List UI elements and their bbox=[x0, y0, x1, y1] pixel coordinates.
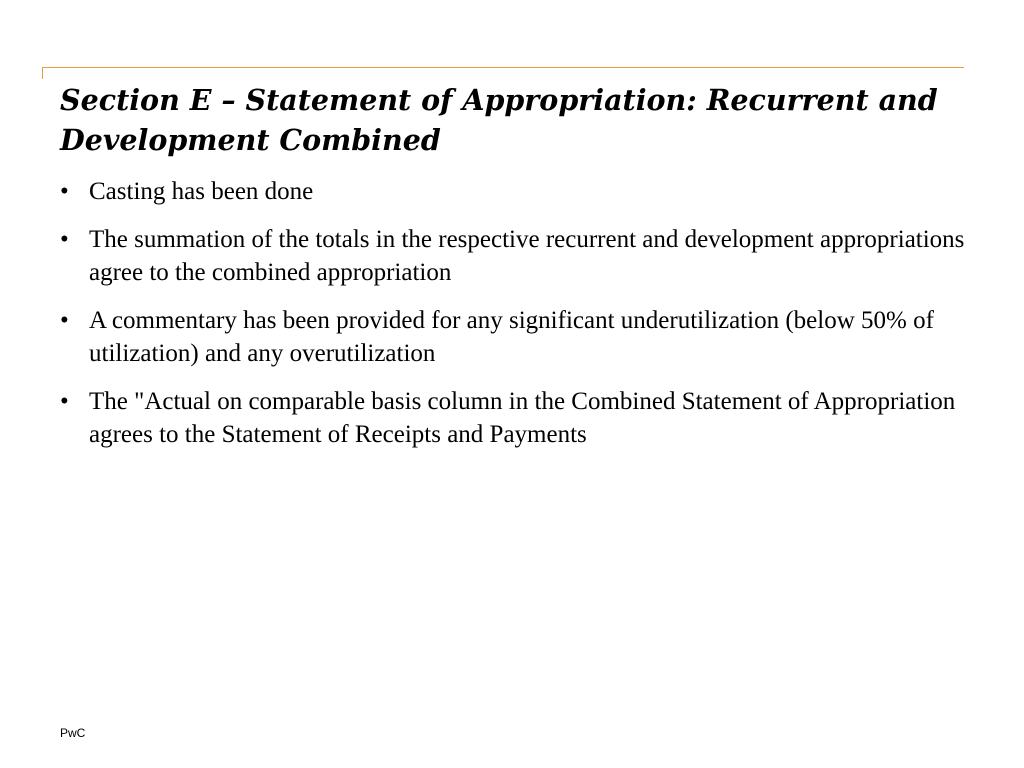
bullet-item bbox=[60, 223, 970, 290]
bullet-item bbox=[60, 304, 970, 371]
bullet-item bbox=[60, 175, 970, 209]
title-frame-corner bbox=[42, 67, 43, 79]
bullet-text: The "Actual on comparable basis column in the Combined Statement of Appropriation agrees to the Statement of Receipts and Payments bbox=[89, 387, 956, 448]
bullet-icon: • bbox=[60, 225, 69, 253]
bullet-icon: • bbox=[60, 306, 69, 334]
title-frame-line bbox=[42, 67, 964, 68]
slide-title: Section E – Statement of Appropriation: Recurrent and Development Combined bbox=[60, 83, 938, 157]
bullet-text: A commentary has been provided for any significant underutilization (below 50% of utilization) and any overutilization bbox=[89, 306, 934, 367]
bullet-icon: • bbox=[60, 178, 69, 205]
bullet-item bbox=[60, 385, 970, 452]
footer-brand: PwC bbox=[60, 726, 86, 740]
bullet-text: The summation of the totals in the respective recurrent and development appropriations agree to the combined appropriation bbox=[89, 225, 965, 286]
bullet-text: Casting has been done bbox=[89, 178, 314, 205]
bullet-icon: • bbox=[60, 387, 69, 415]
bullet-list bbox=[60, 175, 970, 466]
